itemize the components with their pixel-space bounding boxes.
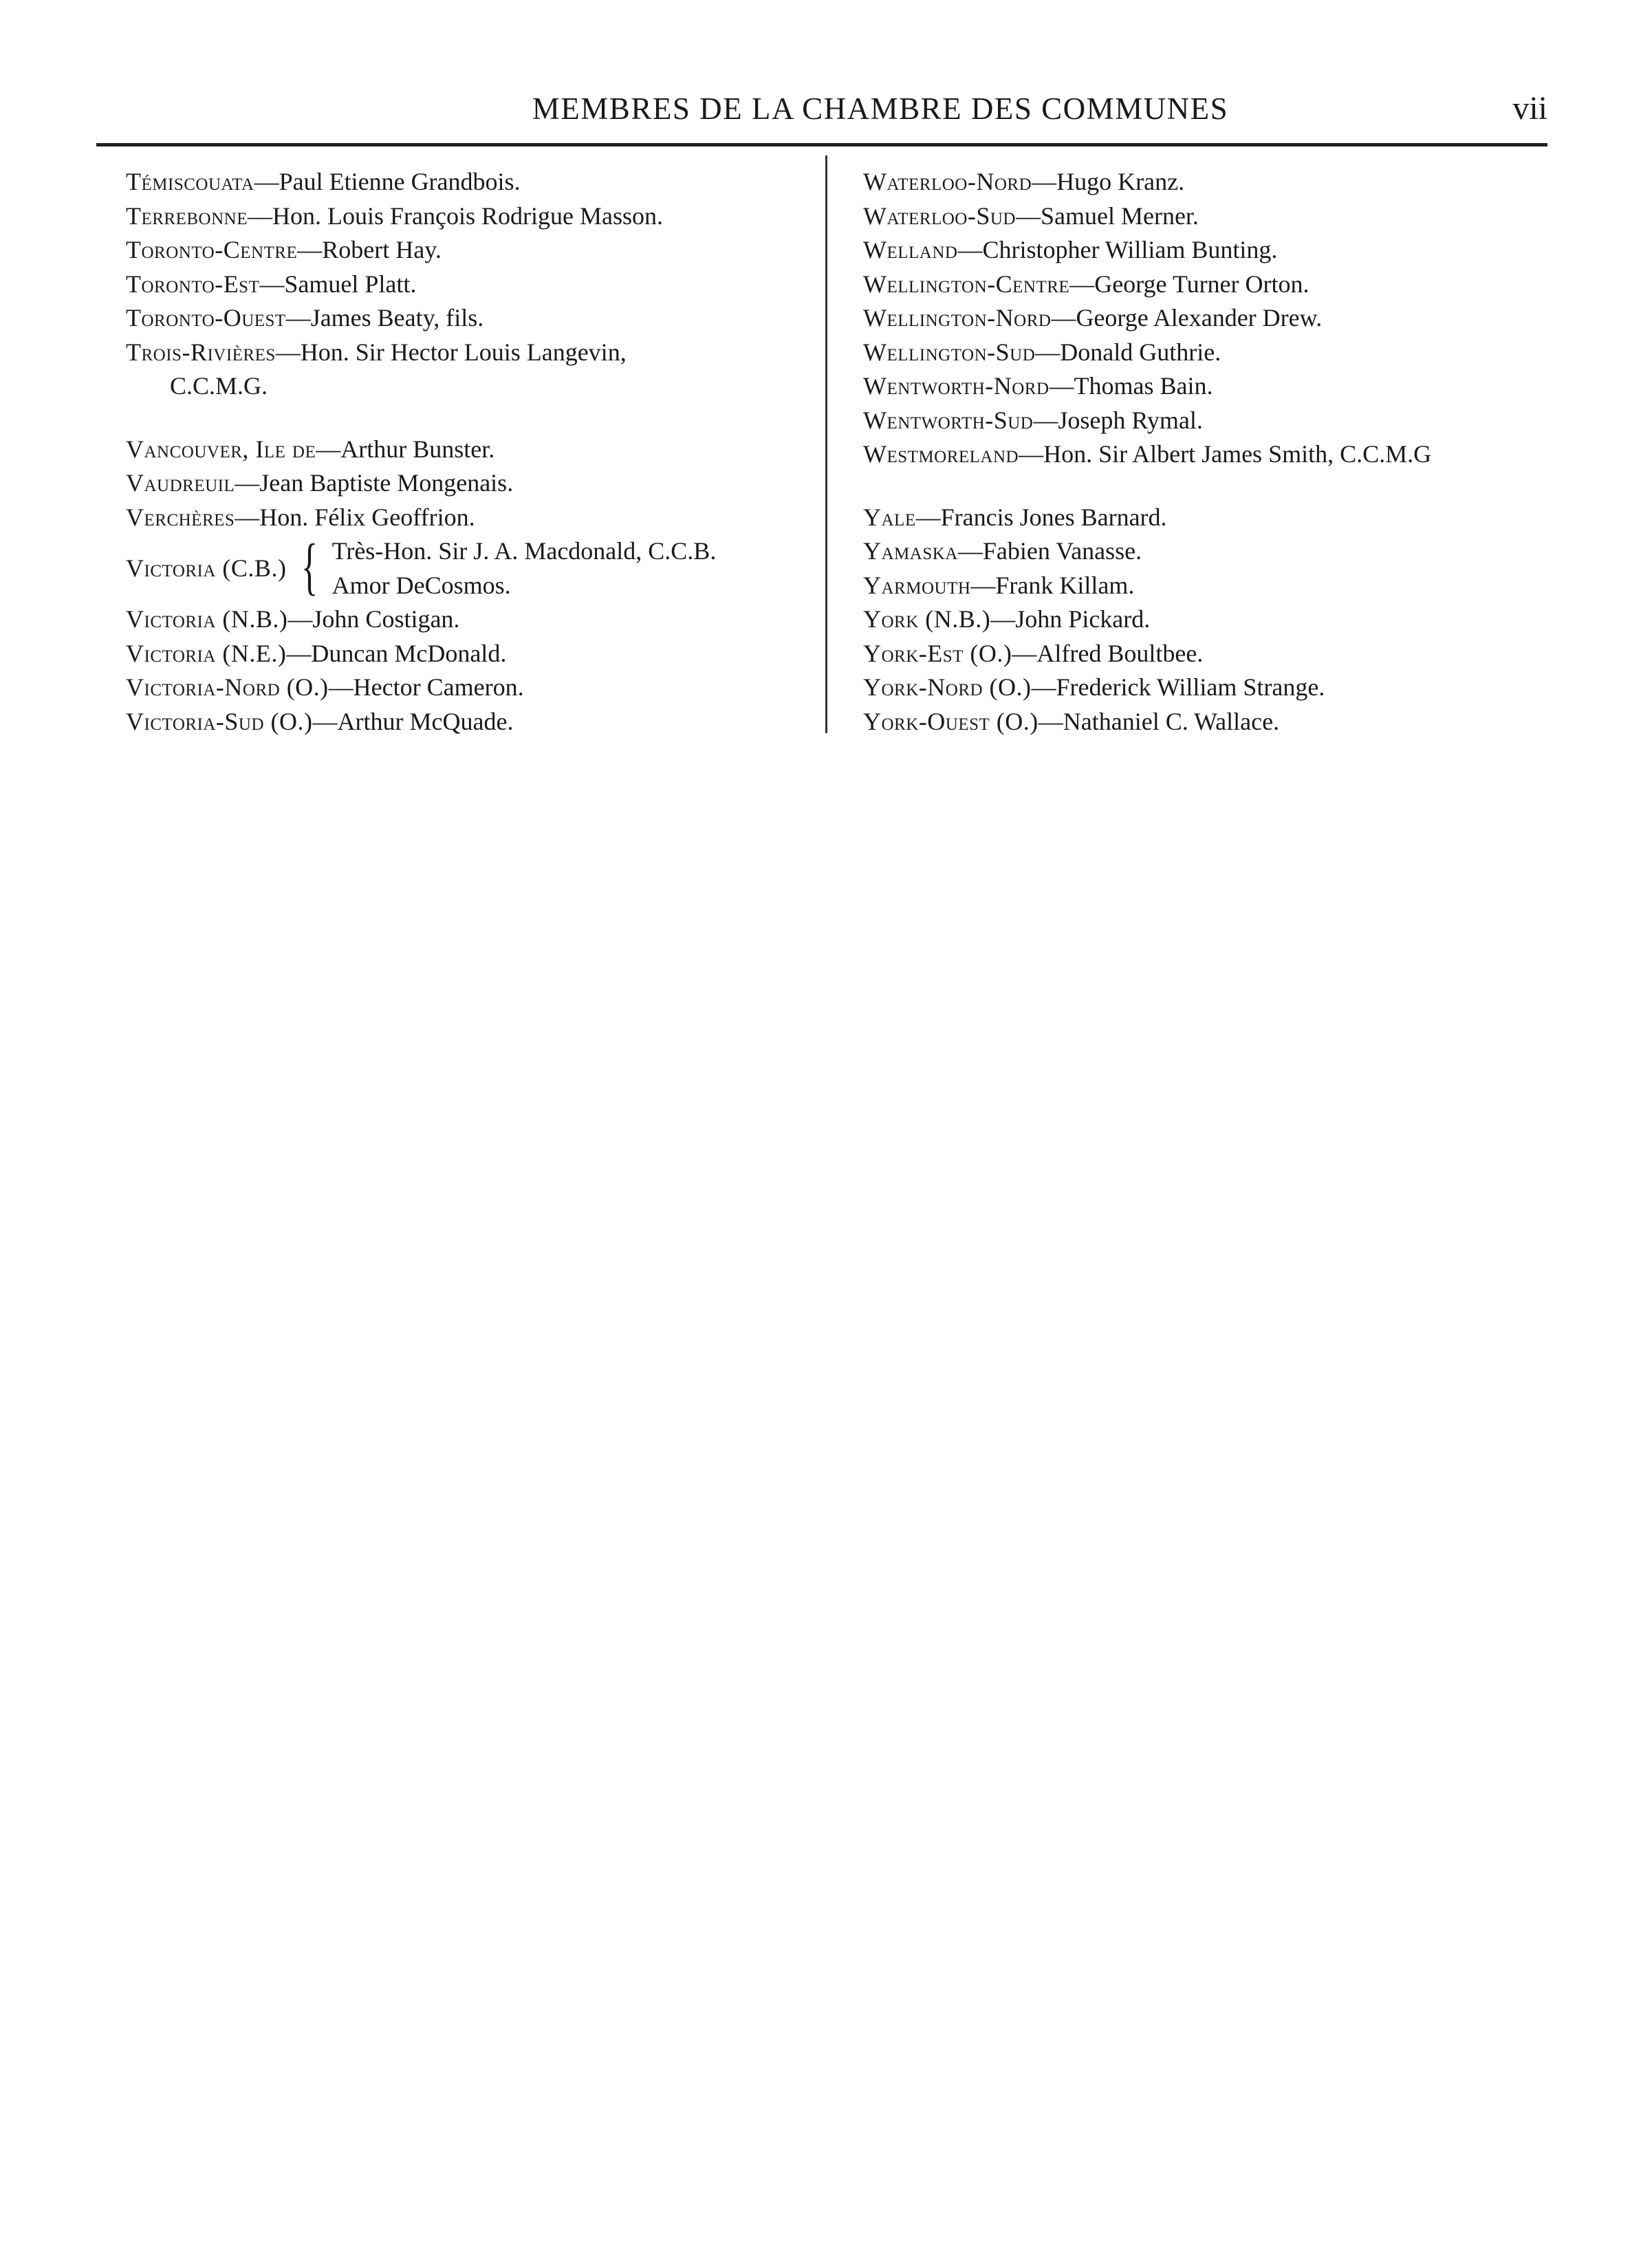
dash-separator: —: [287, 605, 313, 633]
member-name: Francis Jones Barnard.: [940, 503, 1167, 531]
riding-name: Yale: [863, 503, 916, 531]
member-entry: [126, 165, 807, 199]
riding-name: Victoria (C.B.): [126, 554, 287, 582]
riding-name: Victoria (N.E.): [126, 639, 287, 667]
member-name: George Alexander Drew.: [1076, 304, 1323, 332]
member-entry: [863, 301, 1551, 336]
member-name: Hugo Kranz.: [1056, 168, 1185, 195]
member-entry: [863, 501, 1551, 535]
member-name: John Costigan.: [312, 605, 460, 633]
riding-name: Yarmouth: [863, 571, 971, 599]
member-entry: [126, 433, 807, 467]
member-name: Amor DeCosmos.: [332, 571, 511, 599]
dash-separator: —: [957, 537, 983, 565]
left-column: [126, 165, 807, 739]
riding-name: Victoria-Sud (O.): [126, 707, 313, 735]
member-entry: [863, 369, 1551, 404]
dash-separator: —: [297, 236, 323, 263]
member-name: Jean Baptiste Mongenais.: [259, 469, 514, 497]
member-name: Hon. Félix Geoffrion.: [259, 503, 475, 531]
member-entry: [126, 199, 807, 234]
riding-name: Victoria (N.B.): [126, 605, 288, 633]
member-entry: [126, 603, 807, 637]
member-name: Paul Etienne Grandbois.: [279, 168, 521, 195]
right-column: [863, 165, 1551, 739]
brace-glyph: {: [301, 530, 318, 601]
member-entry: [863, 165, 1551, 199]
member-entry: [863, 199, 1551, 234]
member-name: Frank Killam.: [995, 571, 1135, 599]
page-title: MEMBRES DE LA CHAMBRE DES COMMUNES: [532, 91, 1229, 126]
riding-name: York (N.B.): [863, 605, 991, 633]
member-entry: [863, 569, 1551, 603]
dash-separator: —: [316, 435, 341, 463]
dash-separator: —: [1069, 270, 1095, 298]
dash-separator: —: [1038, 707, 1063, 735]
dash-separator: —: [235, 469, 260, 497]
dash-separator: —: [1035, 338, 1061, 366]
riding-name: Vancouver, Ile de: [126, 435, 316, 463]
dash-separator: —: [1033, 406, 1058, 434]
member-entry: [126, 301, 807, 336]
dash-separator: —: [286, 639, 312, 667]
member-entry: [863, 671, 1551, 705]
dash-separator: —: [1019, 440, 1044, 468]
member-entry: [863, 233, 1551, 268]
riding-name: York-Nord (O.): [863, 673, 1032, 701]
dash-separator: —: [915, 503, 941, 531]
member-name: Arthur McQuade.: [337, 707, 514, 735]
riding-name: Welland: [863, 236, 958, 263]
dash-separator: —: [990, 605, 1016, 633]
riding-name: Westmoreland: [863, 440, 1019, 468]
riding-name: Verchères: [126, 503, 235, 531]
member-name: John Pickard.: [1015, 605, 1151, 633]
riding-name: Wellington-Sud: [863, 338, 1036, 366]
member-name: George Turner Orton.: [1094, 270, 1309, 298]
member-name: Alfred Boultbee.: [1036, 639, 1204, 667]
member-name: Duncan McDonald.: [311, 639, 507, 667]
riding-name: Terrebonne: [126, 202, 248, 230]
dash-separator: —: [1049, 372, 1074, 400]
dash-separator: —: [254, 168, 279, 195]
member-entry: [863, 268, 1551, 302]
member-name: Hon. Louis François Rodrigue Masson.: [272, 202, 663, 230]
member-name: Hon. Sir Albert James Smith, C.C.M.G: [1043, 440, 1432, 468]
member-name: Joseph Rymal.: [1058, 406, 1203, 434]
member-entry: [863, 336, 1551, 370]
member-name: Frederick William Strange.: [1056, 673, 1325, 701]
member-entry: [126, 637, 807, 671]
dash-separator: —: [1031, 673, 1056, 701]
riding-name: Toronto-Centre: [126, 236, 298, 263]
riding-name: Victoria-Nord (O.): [126, 673, 329, 701]
riding-name: Vaudreuil: [126, 469, 235, 497]
dash-separator: —: [235, 503, 260, 531]
header-rule: [96, 143, 1547, 146]
braced-member-list: [332, 534, 717, 603]
riding-name: Toronto-Est: [126, 270, 260, 298]
member-name: Hector Cameron.: [353, 673, 524, 701]
member-name: Samuel Merner.: [1040, 202, 1199, 230]
dash-separator: —: [1012, 639, 1037, 667]
riding-name: Wellington-Centre: [863, 270, 1070, 298]
riding-name: York-Est (O.): [863, 639, 1012, 667]
member-entry: [126, 671, 807, 705]
member-entry: [863, 437, 1551, 472]
section-gap: [126, 404, 807, 433]
section-gap: [863, 472, 1551, 501]
member-entry: [863, 705, 1551, 739]
column-divider: [825, 155, 827, 733]
dash-separator: —: [285, 304, 311, 332]
page-header: [96, 88, 1547, 129]
dash-separator: —: [259, 270, 285, 298]
riding-name: Waterloo-Nord: [863, 168, 1032, 195]
member-entry: [126, 501, 807, 535]
dash-separator: —: [1032, 168, 1057, 195]
member-entry: [126, 705, 807, 739]
member-entry: [126, 268, 807, 302]
member-name: James Beaty, fils.: [310, 304, 484, 332]
riding-name: Témiscouata: [126, 168, 254, 195]
riding-name: Trois-Rivières: [126, 338, 276, 366]
dash-separator: —: [1015, 202, 1041, 230]
riding-name: Wellington-Nord: [863, 304, 1052, 332]
member-name: Fabien Vanasse.: [982, 537, 1142, 565]
member-name: Donald Guthrie.: [1060, 338, 1221, 366]
dash-separator: —: [957, 236, 983, 263]
member-entry: [126, 233, 807, 268]
riding-name: York-Ouest (O.): [863, 707, 1039, 735]
dash-separator: —: [275, 338, 301, 366]
member-name: Samuel Platt.: [284, 270, 417, 298]
member-name: Robert Hay.: [322, 236, 442, 263]
riding-name: Waterloo-Sud: [863, 202, 1016, 230]
member-entry: [863, 404, 1551, 438]
riding-name: Wentworth-Sud: [863, 406, 1034, 434]
dash-separator: —: [248, 202, 272, 230]
dash-separator: —: [1051, 304, 1076, 332]
dash-separator: —: [970, 571, 996, 599]
dash-separator: —: [312, 707, 338, 735]
member-name: Christopher William Bunting.: [982, 236, 1278, 263]
member-entry: [863, 637, 1551, 671]
dash-separator: —: [328, 673, 354, 701]
riding-name: Yamaska: [863, 537, 958, 565]
riding-name: Toronto-Ouest: [126, 304, 286, 332]
member-entry: [863, 603, 1551, 637]
member-name: Arthur Bunster.: [340, 435, 495, 463]
member-name-continuation: C.C.M.G.: [170, 372, 268, 400]
riding-name: Wentworth-Nord: [863, 372, 1050, 400]
member-entry: [126, 466, 807, 501]
member-name: Thomas Bain.: [1074, 372, 1213, 400]
member-entry: [863, 534, 1551, 569]
member-entry-braced: [126, 530, 807, 603]
member-name: Nathaniel C. Wallace.: [1063, 707, 1280, 735]
member-name: Très-Hon. Sir J. A. Macdonald, C.C.B.: [332, 537, 717, 565]
member-entry: [126, 336, 807, 370]
page-number: vii: [1512, 90, 1547, 127]
member-name: Hon. Sir Hector Louis Langevin,: [300, 338, 627, 366]
